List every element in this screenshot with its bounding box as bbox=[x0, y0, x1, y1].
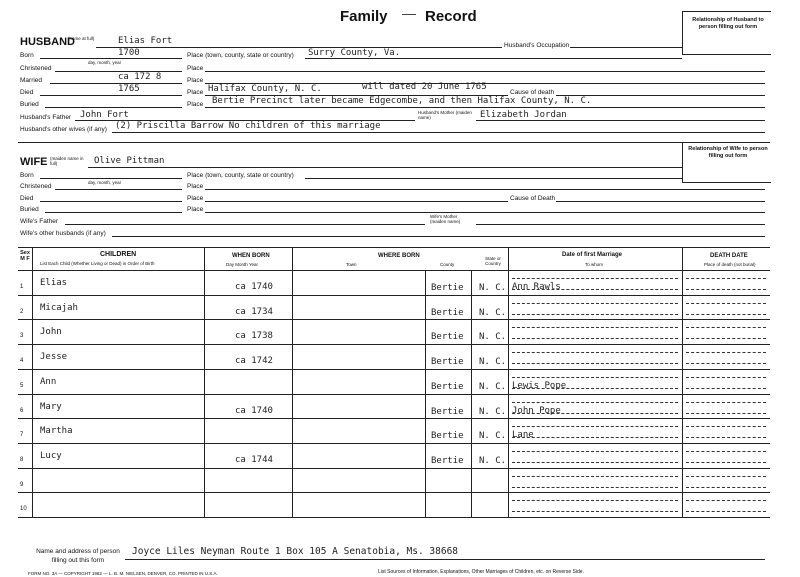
child-county: Bertie bbox=[431, 431, 464, 442]
husband-name-note: (name at full) bbox=[68, 36, 95, 41]
husband-buried-label: Buried bbox=[20, 101, 39, 108]
wife-died-place-label: Place bbox=[187, 195, 204, 202]
child-county: Bertie bbox=[431, 332, 464, 343]
footer-name-value: Joyce Liles Neyman Route 1 Box 105 A Senatobia, Ms. 38668 bbox=[132, 546, 459, 557]
child-county: Bertie bbox=[431, 283, 464, 293]
child-state: N. C. bbox=[479, 307, 507, 318]
child-name: Lucy bbox=[40, 450, 62, 461]
husband-died-label: Died bbox=[20, 89, 34, 96]
husband-born-place: Surry County, Va. bbox=[308, 48, 401, 58]
child-county: Bertie bbox=[431, 307, 464, 318]
husband-mother: Elizabeth Jordan bbox=[480, 110, 567, 120]
col-where-born-header: WHERE BORN bbox=[378, 253, 420, 259]
husband-buried-place-label: Place bbox=[187, 101, 204, 108]
child-name: Mary bbox=[40, 401, 62, 412]
child-name: Elias bbox=[40, 278, 68, 288]
child-state: N. C. bbox=[479, 381, 507, 392]
husband-name: Elias Fort bbox=[118, 36, 173, 46]
wife-christened-place-label: Place bbox=[187, 183, 204, 190]
husband-relationship-label: Relationship of Husband to person filling out form bbox=[692, 17, 764, 30]
husband-died: 1765 bbox=[118, 84, 140, 94]
child-name: Martha bbox=[40, 426, 73, 437]
husband-father-label: Husband's Father bbox=[20, 114, 72, 121]
child-number: 6 bbox=[20, 407, 24, 414]
wife-cause-label: Cause of Death bbox=[510, 195, 556, 202]
col-town-header: Town bbox=[346, 262, 357, 267]
child-number: 9 bbox=[20, 481, 24, 488]
husband-date-hint: day, month, year bbox=[88, 60, 122, 65]
col-first-marriage-header: Date of first Marriage bbox=[562, 252, 623, 258]
child-number: 1 bbox=[20, 284, 24, 290]
husband-christened-place-label: Place bbox=[187, 65, 204, 72]
husband-cause-label: Cause of death bbox=[510, 89, 555, 96]
child-number: 3 bbox=[20, 333, 24, 340]
child-spouse: Ann Rawls bbox=[512, 282, 561, 292]
husband-born-label: Born bbox=[20, 52, 34, 59]
husband-died-place: Halifax County, N. C. bbox=[208, 84, 322, 94]
child-state: N. C. bbox=[479, 283, 507, 293]
wife-name-note: (maiden name in full) bbox=[50, 156, 84, 166]
child-county: Bertie bbox=[431, 357, 464, 368]
col-death-date-header: DEATH DATE bbox=[710, 253, 748, 259]
child-name: John bbox=[40, 327, 62, 338]
child-name: Ann bbox=[40, 376, 57, 387]
footer-name-label: Name and address of person filling out this form bbox=[36, 548, 120, 564]
child-number: 10 bbox=[20, 506, 27, 513]
husband-will-note: will dated 20 June 1765 bbox=[362, 82, 487, 92]
col-children-sub: List Each Child (Whether Living or Dead) in Order of Birth bbox=[40, 261, 155, 266]
col-when-born-sub: Day Month Year bbox=[226, 262, 259, 267]
child-born: ca 1734 bbox=[235, 306, 273, 317]
child-spouse: John Pope bbox=[512, 405, 561, 416]
husband-occupation-label: Husband's Occupation bbox=[504, 42, 570, 49]
husband-other-wives: (2) Priscilla Barrow No children of this marriage bbox=[115, 121, 381, 131]
col-state-header: State or Country bbox=[485, 256, 501, 266]
child-state: N. C. bbox=[479, 332, 507, 343]
title-dash bbox=[402, 14, 416, 15]
child-state: N. C. bbox=[479, 357, 507, 368]
child-born: ca 1744 bbox=[235, 454, 273, 465]
husband-other-wives-label: Husband's other wives (if any) bbox=[20, 126, 107, 133]
child-spouse: Lane bbox=[512, 430, 534, 441]
wife-christened-label: Christened bbox=[20, 183, 52, 190]
child-name: Jesse bbox=[40, 352, 68, 363]
child-born: ca 1738 bbox=[235, 331, 273, 342]
husband-mother-label: Husband's Mother (maiden name) bbox=[418, 110, 472, 120]
col-county-header: County bbox=[440, 262, 455, 267]
child-born: ca 1742 bbox=[235, 356, 273, 367]
husband-father: John Fort bbox=[80, 110, 129, 120]
husband-christened-label: Christened bbox=[20, 65, 52, 72]
child-spouse: Lewis Pope bbox=[512, 380, 567, 391]
child-state: N. C. bbox=[479, 406, 507, 417]
wife-father-label: Wife's Father bbox=[20, 218, 59, 225]
footer-sources-note: List Sources of Information, Explanations, Other Marriages of Children, etc. on Reverse Side. bbox=[378, 569, 584, 575]
husband-buried-place: Bertie Precinct later became Edgecombe, and then Halifax County, N. C. bbox=[212, 96, 592, 106]
husband-married-place-label: Place bbox=[187, 77, 204, 84]
child-number: 5 bbox=[20, 382, 24, 389]
col-when-born-header: WHEN BORN bbox=[232, 253, 270, 259]
wife-buried-label: Buried bbox=[20, 206, 39, 213]
col-death-sub: Place of death (not burial) bbox=[704, 262, 756, 267]
wife-died-label: Died bbox=[20, 195, 34, 202]
child-county: Bertie bbox=[431, 381, 464, 392]
husband-born-place-label: Place (town, county, state or country) bbox=[187, 52, 294, 59]
child-name: Micajah bbox=[40, 302, 78, 313]
col-children-header: CHILDREN bbox=[100, 251, 137, 258]
col-sex-header: Sex M F bbox=[20, 250, 30, 262]
husband-label: HUSBAND bbox=[20, 36, 75, 48]
wife-buried-place-label: Place bbox=[187, 206, 204, 213]
wife-date-hint: day, month, year bbox=[88, 180, 122, 185]
form-title-record: Record bbox=[425, 8, 477, 25]
wife-mother-label: Wife's Mother (maiden name) bbox=[430, 214, 461, 224]
wife-other-husbands-label: Wife's other husbands (if any) bbox=[20, 230, 106, 237]
child-number: 4 bbox=[20, 358, 24, 365]
child-born: ca 1740 bbox=[235, 282, 273, 292]
child-state: N. C. bbox=[479, 455, 507, 466]
child-state: N. C. bbox=[479, 431, 507, 442]
form-title-family: Family bbox=[340, 8, 388, 25]
col-to-whom-header: To whom bbox=[585, 262, 604, 267]
wife-name: Olive Pittman bbox=[94, 156, 165, 166]
child-county: Bertie bbox=[431, 406, 464, 417]
child-number: 2 bbox=[20, 308, 24, 315]
footer-form-no: FORM NO. 3A — COPYRIGHT 1962 — L. B. M. NIELSEN, DENVER, CO. PRINTED IN U.S.A. bbox=[28, 571, 218, 576]
child-number: 8 bbox=[20, 456, 24, 463]
husband-married-label: Married bbox=[20, 77, 43, 84]
wife-relationship-label: Relationship of Wife to person filling out form bbox=[688, 146, 768, 159]
husband-died-place-label: Place bbox=[187, 89, 204, 96]
child-number: 7 bbox=[20, 432, 24, 439]
husband-born: 1700 bbox=[118, 48, 140, 58]
wife-born-place-label: Place (town, county, state or country) bbox=[187, 172, 294, 179]
child-county: Bertie bbox=[431, 455, 464, 466]
wife-label: WIFE bbox=[20, 156, 48, 168]
wife-born-label: Born bbox=[20, 172, 34, 179]
husband-married: ca 172 8 bbox=[118, 72, 162, 82]
child-born: ca 1740 bbox=[235, 405, 273, 416]
